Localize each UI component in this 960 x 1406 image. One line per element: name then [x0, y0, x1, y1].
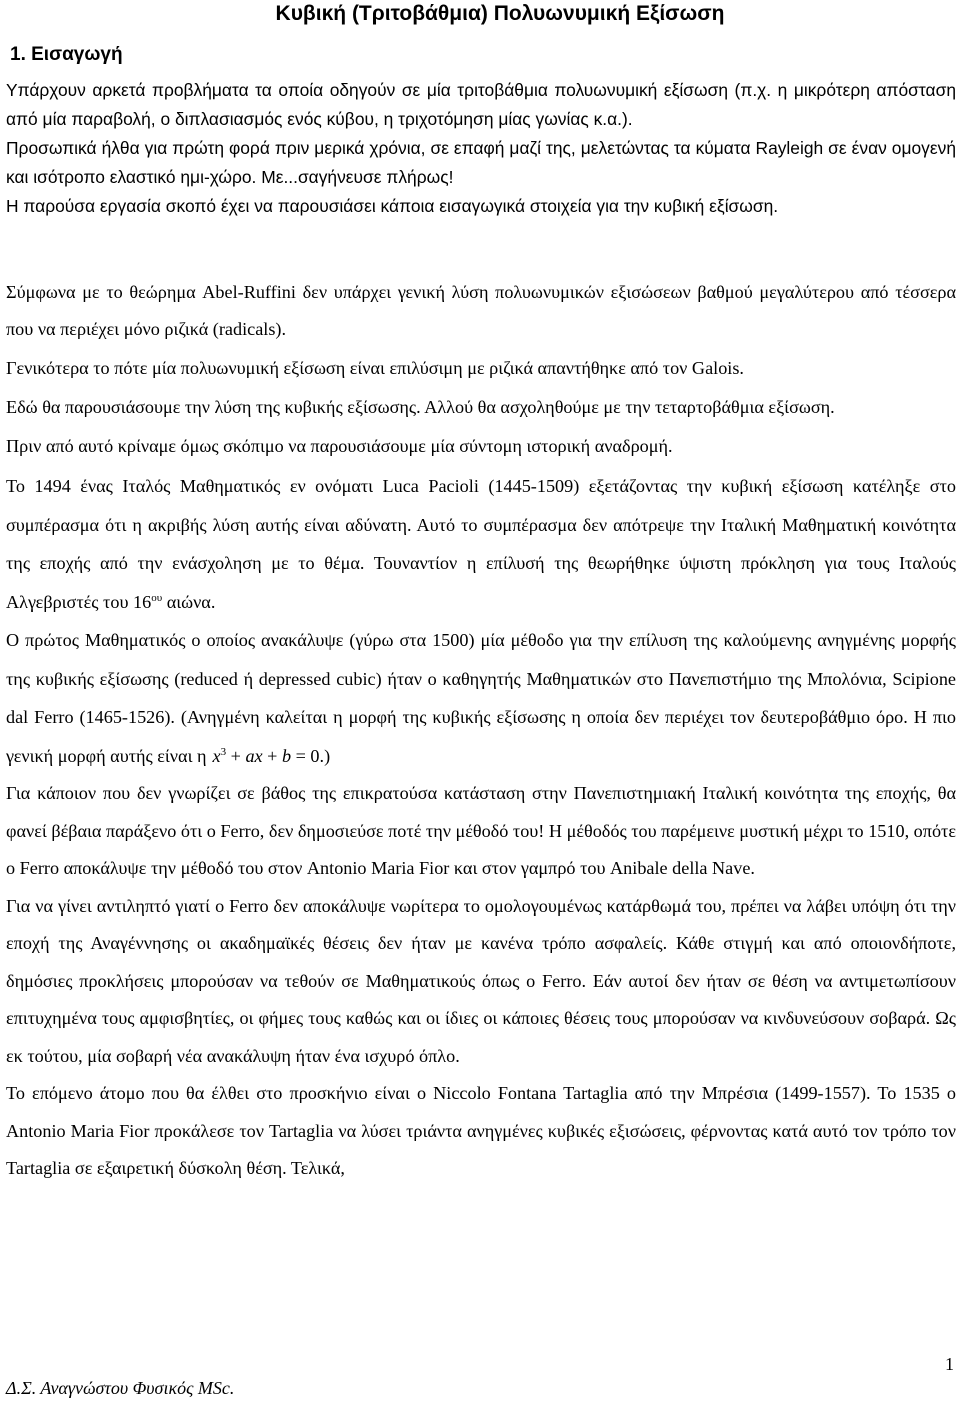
document-title: Κυβική (Τριτοβάθμια) Πολυωνυμική Εξίσωση	[275, 2, 725, 25]
eq-b: b	[281, 745, 292, 766]
paragraph-history: Πριν από αυτό κρίναμε όμως σκόπιμο να παρουσιάσουμε μία σύντομη ιστορική αναδρομή.	[6, 436, 673, 456]
intro-paragraph: Υπάρχουν αρκετά προβλήματα τα οποία οδηγούν σε μία τριτοβάθμια πολυωνυμική εξίσωση (π.χ. η μικρότερη απόσταση από μία παραβολή, ο διπλασιασμός ενός κύβου, η τριχοτόμηση μίας γωνίας κ.α.).	[6, 80, 956, 129]
paragraph-galois: Γενικότερα το πότε μία πολυωνυμική εξίσωση είναι επιλύσιμη με ριζικά απαντήθηκε από τον Galois.	[6, 358, 744, 378]
ferro-text: Ο πρώτος Μαθηματικός ο οποίος ανακάλυψε (γύρω στα 1500) μία μέθοδο για την επίλυση της καλούμενης ανηγμένης μορφής της κυβικής εξίσωσης (reduced ή depressed cubic) ήταν ο καθηγητής Μαθηματικών στο Πανεπιστήμιο της Μπολόνια, Scipione dal Ferro (1465-1526). (Ανηγμένη καλείται η μορφή της κυβικής εξίσωσης η οποία δεν περιέχει τον δευτεροβάθμιο όρο. Η πιο γενική μορφή αυτής είναι η	[6, 630, 956, 766]
pacioli-end: αιώνα.	[162, 591, 216, 612]
eq-equals: = 0	[291, 745, 320, 766]
intro-paragraph: Προσωπικά ήλθα για πρώτη φορά πριν μερικά χρόνια, σε επαφή μαζί της, μελετώντας τα κύματα Rayleigh σε έναν ομογενή και ισότροπο ελαστικό ημι-χώρο. Με...σαγήνευσε πλήρως!	[6, 138, 956, 187]
eq-x: x	[212, 745, 221, 766]
eq-ax: ax	[245, 745, 263, 766]
paragraph-ferro	[6, 621, 956, 775]
pacioli-text: Το 1494 ένας Ιταλός Μαθηματικός εν ονόματι Luca Pacioli (1445-1509) εξετάζοντας την κυβική εξίσωση κατέληξε στο συμπέρασμα ότι η ακριβής λύση αυτής είναι αδύνατη. Αυτό το συμπέρασμα δεν απότρεψε την Ιταλική Μαθηματική κοινότητα της εποχής από την ενάσχοληση με το θέμα. Τουναντίον η επίλυσή της θεωρήθηκε ύψιστη πρόκληση για τους Ιταλούς Αλγεβριστές του 16	[6, 476, 956, 612]
depressed-cubic-equation	[213, 746, 320, 766]
paragraph-tartaglia: Το επόμενο άτομο που θα έλθει στο προσκήνιο είναι ο Niccolo Fontana Tartaglia από την Μπρέσια (1499-1557). Το 1535 ο Antonio Maria Fior προκάλεσε τον Tartaglia να λύσει τριάντα ανηγμένες κυβικές εξισώσεις, φέρνοντας κατά αυτό τον τρόπο τον Tartaglia σε εξαιρετική δύσκολη θέση. Τελικά,	[6, 1083, 956, 1178]
eq-end: .)	[319, 745, 331, 766]
ordinal-suffix: ου	[151, 591, 163, 604]
eq-plus: +	[226, 745, 246, 766]
page-number: 1	[945, 1354, 954, 1374]
eq-exponent: 3	[220, 745, 227, 758]
paragraph-pacioli	[6, 467, 956, 621]
eq-plus: +	[262, 745, 282, 766]
section-heading: 1. Εισαγωγή	[10, 44, 123, 65]
paragraph-abel-ruffini: Σύμφωνα με το θεώρημα Abel-Ruffini δεν υπάρχει γενική λύση πολυωνυμικών εξισώσεων βαθμού μεγαλύτερου από τέσσερα που να περιέχει μόνο ριζικά (radicals).	[6, 282, 956, 339]
paragraph-renaissance: Για να γίνει αντιληπτό γιατί ο Ferro δεν αποκάλυψε νωρίτερα το ομολογουμένως κατάρθωμά του, πρέπει να λάβει υπόψη ότι την εποχή της Αναγέννησης οι ακαδημαϊκές θέσεις δεν ήταν με κανένα τρόπο ασφαλείς. Κάθε στιγμή και από οποιονδήποτε, δημόσιες προκλήσεις μπορούσαν να τεθούν σε Μαθηματικούς όπως ο Ferro. Εάν αυτοί δεν ήταν σε θέση να αντιμετωπίσουν επιτυχημένα τους αμφισβητίες, οι φήμες τους καθώς και οι ίδιες οι κάποιες θέσεις τους μπορούσαν να κινδυνεύσουν σοβαρά. Ως εκ τούτου, μία σοβαρή νέα ανακάλυψη ήταν ένα ισχυρό όπλο.	[6, 895, 956, 1066]
intro-paragraph: Η παρούσα εργασία σκοπό έχει να παρουσιάσει κάποια εισαγωγικά στοιχεία για την κυβική εξίσωση.	[6, 196, 779, 216]
paragraph-here: Εδώ θα παρουσιάσουμε την λύση της κυβικής εξίσωσης. Αλλού θα ασχοληθούμε με την τεταρτοβάθμια εξίσωση.	[6, 397, 835, 417]
paragraph-secret-method: Για κάποιον που δεν γνωρίζει σε βάθος της επικρατούσα κατάσταση στην Πανεπιστημιακή Ιταλική κοινότητα της εποχής, θα φανεί βέβαια παράξενο ότι ο Ferro, δεν δημοσιεύσε ποτέ την μέθοδό του! Η μέθοδός του παρέμεινε μυστική μέχρι το 1510, οπότε ο Ferro αποκάλυψε την μέθοδό του στον Antonio Maria Fior και στον γαμπρό του Anibale della Nave.	[6, 783, 956, 878]
page-footer: Δ.Σ. Αναγνώστου Φυσικός MSc.	[6, 1378, 235, 1398]
intro-block	[6, 76, 956, 221]
body-text	[6, 274, 956, 1188]
